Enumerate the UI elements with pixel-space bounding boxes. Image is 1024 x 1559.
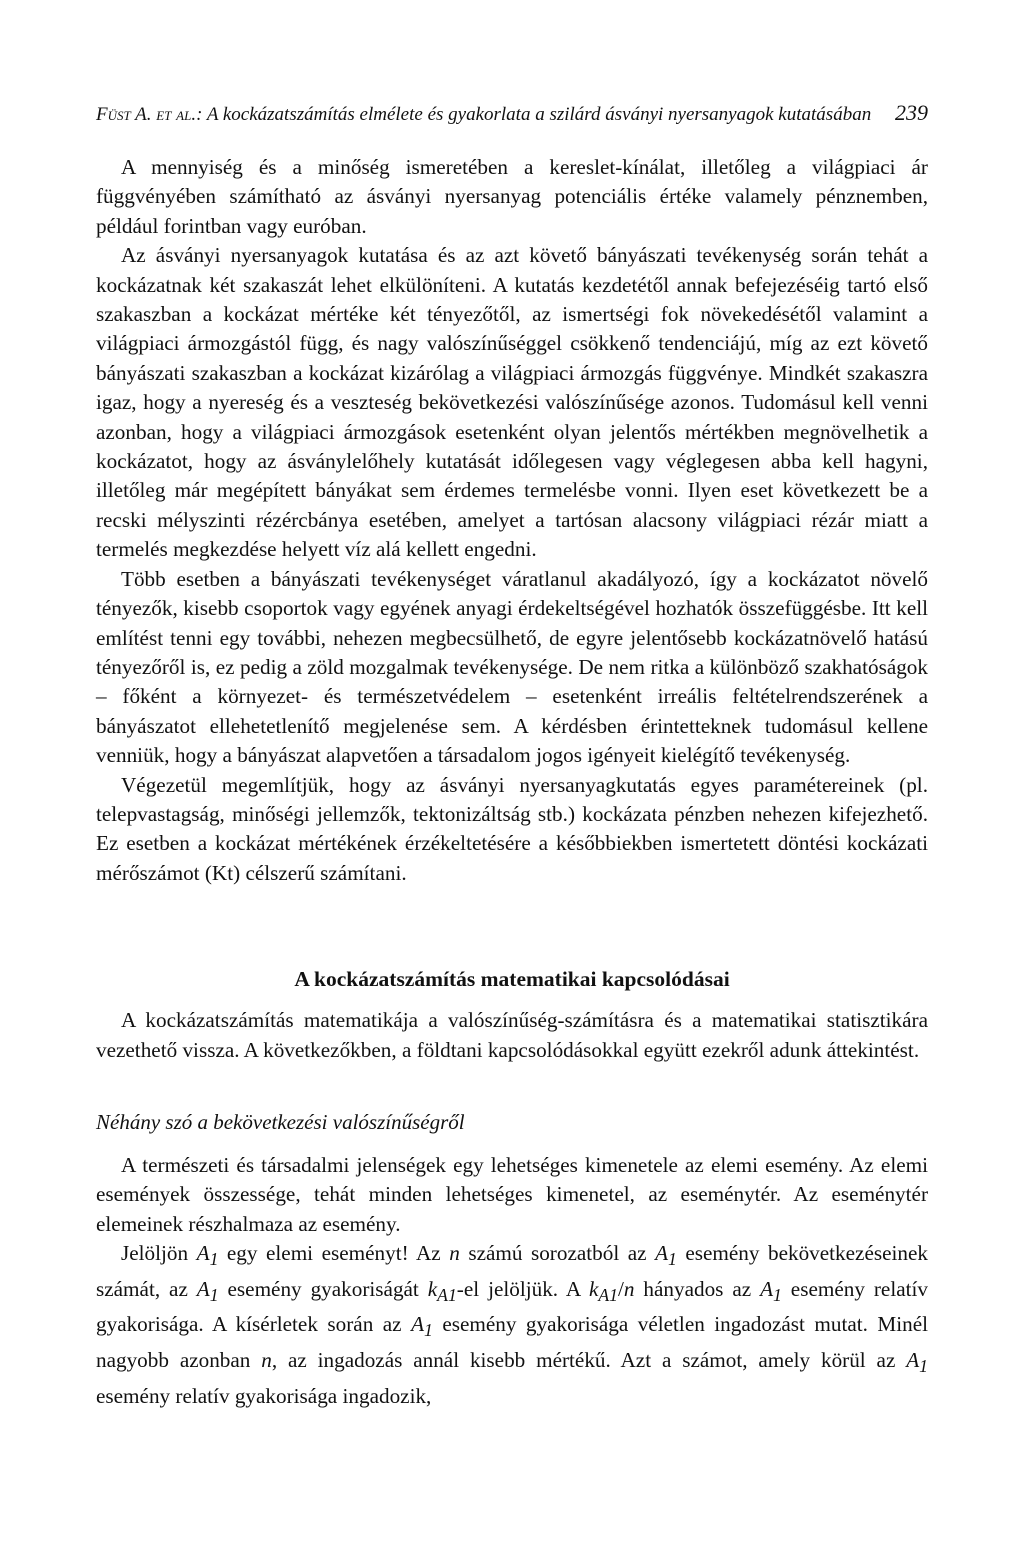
var-A: A <box>196 1241 210 1266</box>
text-run: / <box>617 1276 624 1301</box>
sub-1: 1 <box>668 1249 677 1270</box>
var-k: k <box>588 1276 599 1301</box>
text-run: esemény bekövetkezéseinek számát, az <box>96 1241 928 1301</box>
text-run: esemény relatív gyakorisága ingadozik, <box>96 1383 432 1408</box>
var-k: k <box>427 1276 438 1301</box>
body-paragraph-2: Az ásványi nyersanyagok kutatása és az azt követő bányászati tevékenység során tehát a kockázatnak két szakaszát lehet elkülöníteni. A kutatás kezdetétől annak befejezéséig tartó első szakaszban a kockázat mértéke két tényezőtől, az ismertségi fok növekedésétől valamint a világpiaci ármozgástól függ, és nagy valószínűséggel csökkenő tendenciájú, míg az ezt követő bányászati szakaszban a kockázat kizárólag a világpiaci ármozgás függvénye. Mindkét szakaszra igaz, hogy a nyereség és a veszteség bekövetkezési valószínűsége azonos. Tudomásul kell venni azonban, hogy a világpiaci ármozgások esetenként olyan jelentős mértékben megnövelhetik a kockázatot, hogy az ásványlelőhely kutatását időlegesen vagy véglegesen abba kell hagyni, illetőleg már megépített bányákat sem érdemes termelésbe vonni. Ilyen eset következett be a recski mélyszinti rézércbánya esetében, amelyet a tartósan alacsony világpiaci rézár miatt a termelés megkezdése helyett víz alá kellett engedni. <box>96 243 928 562</box>
sub-1: 1 <box>773 1285 782 1306</box>
body-paragraph-1: A mennyiség és a minőség ismeretében a kereslet-kínálat, illetőleg a világpiaci ár függvényében számítható az ásványi nyersanyag potenciális értéke valamely pénznemben, például forintban vagy euróban. <box>96 155 928 238</box>
math-var-n: n <box>623 1276 635 1301</box>
text-run: , az ingadozás annál kisebb mértékű. Azt a számot, amely körül az <box>271 1348 907 1373</box>
math-var <box>655 1241 677 1270</box>
var-A: A <box>196 1276 210 1301</box>
math-var-n: n <box>261 1348 272 1373</box>
text-run: számú sorozatból az <box>459 1241 656 1266</box>
var-A: A <box>411 1312 425 1337</box>
sub-1: 1 <box>209 1249 219 1270</box>
section-paragraph: A kockázatszámítás matematikája a valószínűség-számításra és a matematikai statisztikára vezethető vissza. A következőkben, a földtani kapcsolódásokkal együtt ezekről adunk áttekintést. <box>96 1008 928 1062</box>
math-var <box>906 1348 928 1377</box>
var-A: A <box>760 1276 774 1301</box>
var-A: A <box>906 1348 920 1373</box>
sub-1: 1 <box>919 1356 928 1377</box>
sub-1: 1 <box>209 1285 219 1306</box>
sub-1: 1 <box>424 1320 433 1341</box>
sub-A1: A1 <box>437 1285 457 1306</box>
subsection-paragraph-2 <box>96 1239 928 1411</box>
subsection-paragraph-1: A természeti és társadalmi jelenségek egy lehetséges kimenetele az elemi esemény. Az elemi események összessége, tehát minden lehetséges kimenetel, az eseménytér. Az eseménytér elemeinek részhalmaza az esemény. <box>96 1152 928 1236</box>
header-citation <box>96 104 871 126</box>
text-run: egy elemi eseményt! Az <box>218 1241 450 1266</box>
running-header <box>96 100 928 126</box>
text-run: hányados az <box>634 1276 761 1301</box>
math-var <box>760 1276 782 1306</box>
subsection-heading: Néhány szó a bekövetkezési valószínűségről <box>96 1109 465 1134</box>
math-var <box>196 1241 219 1270</box>
body-paragraph-3: Több esetben a bányászati tevékenységet váratlanul akadályozó, így a kockázatot növelő tényezők, kisebb csoportok vagy egyének anyagi érdekeltségével hozhatók összefüggésbe. Itt kell említést tenni egy további, nehezen megbecsülhető, de egyre jelentősebb kockázatnövelő hatású tényezőről is, ez pedig a zöld mozgalmak tevékenysége. De nem ritka a különböző szakhatóságok – főként a környezet- és természetvédelem – esetenként irreális feltételrendszerének a bányászatot ellehetetlenítő megjelenése sem. A kérdésben érintetteknek tudomásul kellene venniük, hogy a bányászat alapvetően a társadalom jogos igényeit kielégítő tevékenység. <box>96 566 928 768</box>
var-A: A <box>655 1241 669 1266</box>
document-page <box>96 100 928 1411</box>
text-run: esemény relatív gyakorisága. A kísérletek során az <box>96 1276 928 1337</box>
text-run: Jelöljön <box>121 1241 197 1266</box>
math-var <box>411 1312 433 1341</box>
header-authors: Füst A. et al.: <box>96 104 203 125</box>
math-var-n: n <box>449 1241 460 1266</box>
math-var <box>427 1276 457 1306</box>
page-number: 239 <box>895 100 928 125</box>
math-var <box>196 1276 219 1306</box>
body-paragraph-4: Végezetül megemlítjük, hogy az ásványi nyersanyagkutatás egyes paramétereinek (pl. telepvastagság, minőségi jellemzők, tektonizáltság stb.) kockázata pénzben nehezen kifejezhető. Ez esetben a kockázat mértékének érzékeltetésére a későbbiekben ismertetett döntési kockázati mérőszámot (Kt) célszerű számítani. <box>96 772 928 885</box>
header-title: A kockázatszámítás elmélete és gyakorlata a szilárd ásványi nyersanyagok kutatásában <box>206 104 872 125</box>
text-run: esemény gyakoriságát <box>218 1276 428 1301</box>
math-var <box>588 1276 618 1306</box>
section-heading: A kockázatszámítás matematikai kapcsolódásai <box>294 967 730 992</box>
sub-A1: A1 <box>598 1285 618 1306</box>
text-run: -el jelöljük. A <box>456 1276 589 1301</box>
text-run: esemény gyakorisága véletlen ingadozást mutat. Minél nagyobb azonban <box>96 1312 928 1373</box>
